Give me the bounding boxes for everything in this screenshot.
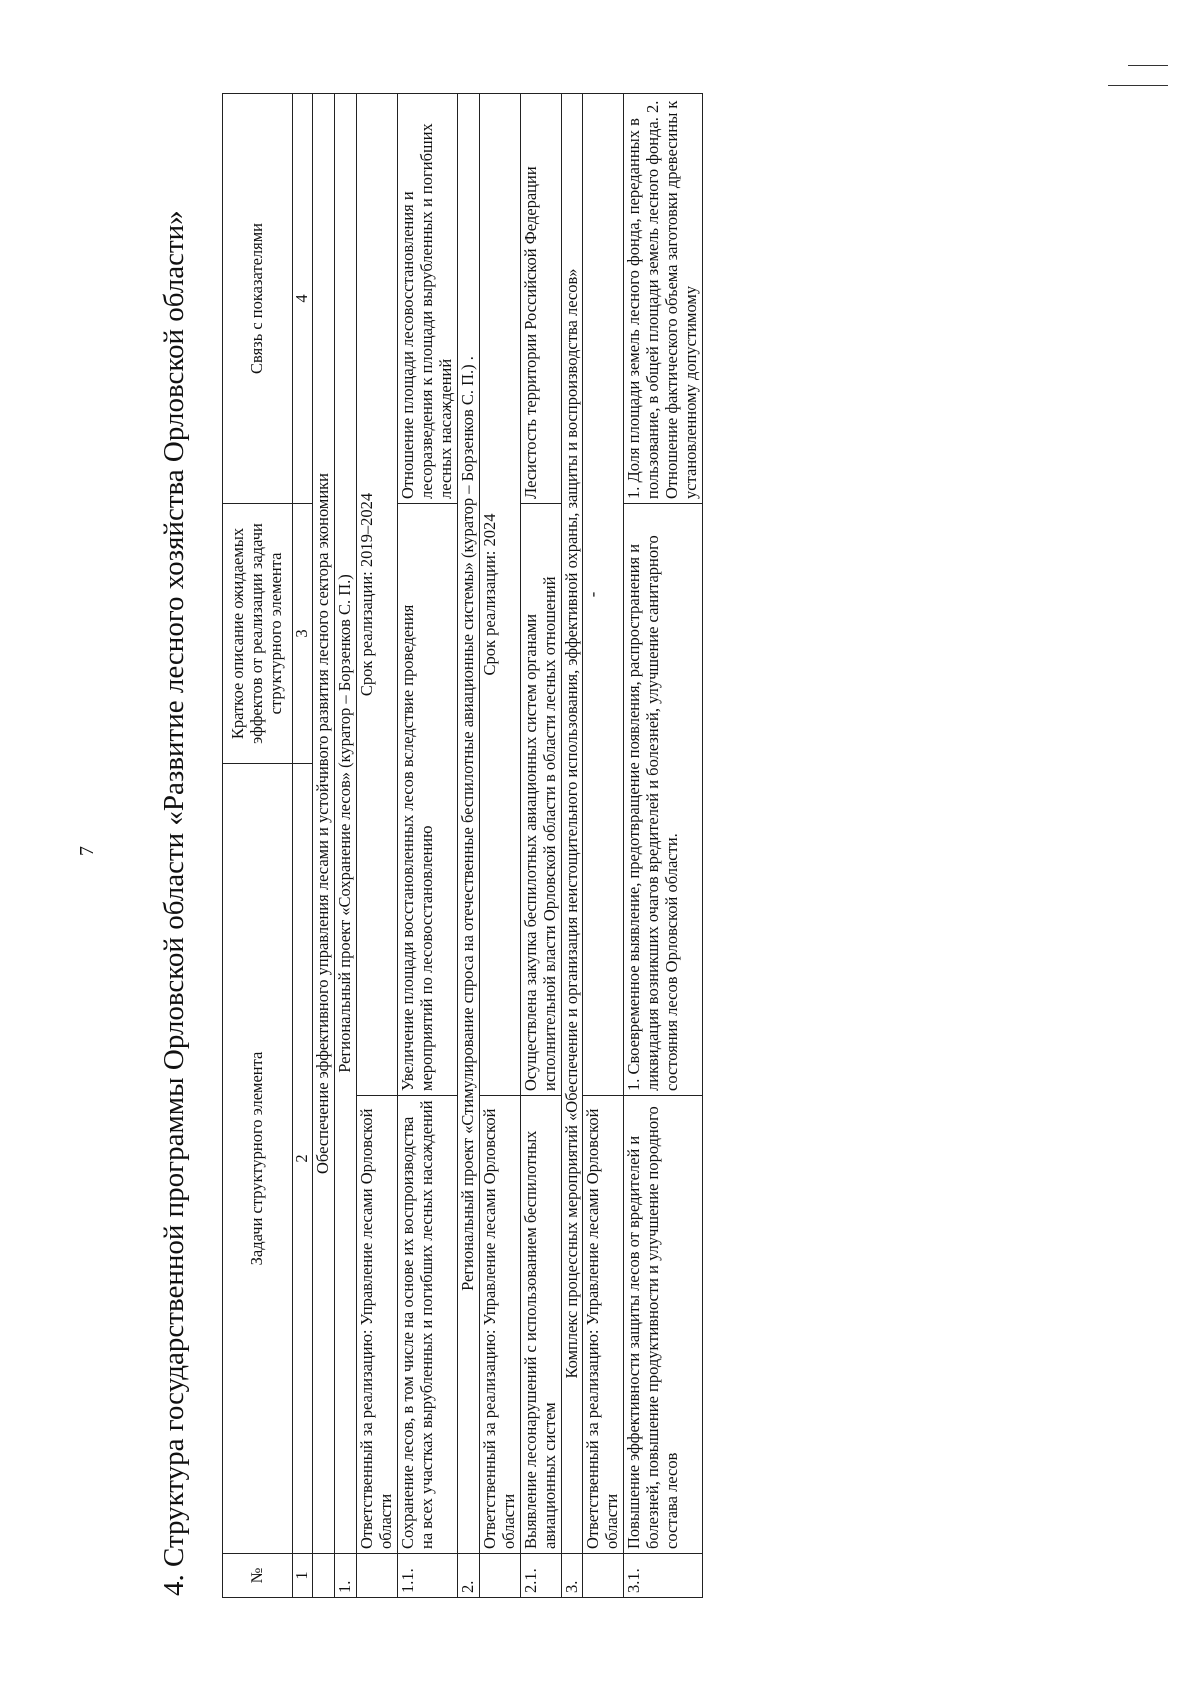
task-2-1-text: Выявление лесонарушений с использованием беспилотных авиационных систем bbox=[520, 1096, 561, 1554]
col-number-1: 1 bbox=[292, 1554, 312, 1598]
project-2-title: Региональный проект «Стимулирование спроса на отечественные беспилотные авиационные системы» (куратор – Борзенков С. П.) bbox=[457, 364, 477, 1291]
header-row bbox=[223, 93, 293, 1597]
task-3-1-effect: 1. Своевременное выявление, предотвращение появления, распространения и ликвидация возникших очагов вредителей и болезней, улучшение санитарного состояния лесов Орловской области. bbox=[624, 503, 703, 1095]
project-2-title-cell bbox=[457, 93, 479, 1553]
project-2-row bbox=[457, 93, 479, 1597]
col-number-4: 4 bbox=[292, 93, 312, 503]
project-1-num: 1. bbox=[334, 1554, 356, 1598]
project-1-title: Региональный проект «Сохранение лесов» (куратор – Борзенков С. П.) bbox=[334, 93, 356, 1553]
task-1-1-indicator: Отношение площади лесовосстановления и лесоразведения к площади вырубленных и погибших лесных насаждений bbox=[397, 93, 457, 503]
project-3-term-dash: - bbox=[583, 93, 624, 1095]
project-2-term: Срок реализации: 2024 bbox=[479, 93, 520, 1095]
task-3-1-row bbox=[624, 93, 703, 1597]
header-tasks: Задачи структурного элемента bbox=[223, 763, 293, 1553]
header-num: № bbox=[223, 1554, 293, 1598]
task-2-1-num: 2.1. bbox=[520, 1554, 561, 1598]
project-2-title-suffix: . bbox=[457, 356, 477, 361]
header-effects: Краткое описание ожидаемых эффектов от реализации задачи структурного элемента bbox=[223, 503, 293, 763]
project-3-title: Комплекс процессных мероприятий «Обеспечение и организация неистощительного использования, эффективной охраны, защиты и воспроизводства лесов» bbox=[561, 93, 583, 1553]
document-title: 4. Структура государственной программы Орловской области «Развитие лесного хозяйства Орловской области» bbox=[158, 210, 190, 1596]
section-header-row bbox=[312, 93, 334, 1597]
project-1-row bbox=[334, 93, 356, 1597]
task-2-1-effect: Осуществлена закупка беспилотных авиационных систем органами исполнительной власти Орловской области в области лесных отношений bbox=[520, 503, 561, 1095]
header-indicators: Связь с показателями bbox=[223, 93, 293, 503]
scan-edge-mark-2 bbox=[1128, 65, 1168, 66]
project-3-responsible: Ответственный за реализацию: Управление лесами Орловской области bbox=[583, 1096, 624, 1554]
project-1-term: Срок реализации: 2019–2024 bbox=[356, 93, 397, 1095]
task-2-1-indicator: Лесистость территории Российской Федерации bbox=[520, 93, 561, 503]
task-1-1-effect: Увеличение площади восстановленных лесов вследствие проведения мероприятий по лесовосстановлению bbox=[397, 503, 457, 1095]
project-2-responsible: Ответственный за реализацию: Управление лесами Орловской области bbox=[479, 1096, 520, 1554]
page-number: 7 bbox=[76, 846, 98, 856]
project-1-responsible: Ответственный за реализацию: Управление лесами Орловской области bbox=[356, 1096, 397, 1554]
project-3-responsible-row bbox=[583, 93, 624, 1597]
project-2-responsible-row bbox=[479, 93, 520, 1597]
project-2-num: 2. bbox=[457, 1554, 479, 1598]
project-3-row bbox=[561, 93, 583, 1597]
structure-table bbox=[222, 93, 703, 1598]
task-1-1-text: Сохранение лесов, в том числе на основе их воспроизводства на всех участках вырубленных и погибших лесных насаждений bbox=[397, 1096, 457, 1554]
task-2-1-row bbox=[520, 93, 561, 1597]
project-3-num: 3. bbox=[561, 1554, 583, 1598]
task-1-1-num: 1.1. bbox=[397, 1554, 457, 1598]
section-header: Обеспечение эффективного управления лесами и устойчивого развития лесного сектора экономики bbox=[312, 93, 334, 1553]
task-1-1-row bbox=[397, 93, 457, 1597]
task-3-1-num: 3.1. bbox=[624, 1554, 703, 1598]
task-3-1-text: Повышение эффективности защиты лесов от вредителей и болезней, повышение продуктивности и улучшение породного состава лесов bbox=[624, 1096, 703, 1554]
task-3-1-indicator: 1. Доля площади земель лесного фонда, переданных в пользование, в общей площади земель лесного фонда. 2. Отношение фактического объема заготовки древесины к установленному допустимому bbox=[624, 93, 703, 503]
scan-edge-mark bbox=[1108, 85, 1168, 86]
column-number-row bbox=[292, 93, 312, 1597]
project-1-responsible-row bbox=[356, 93, 397, 1597]
col-number-3: 3 bbox=[292, 503, 312, 763]
col-number-2: 2 bbox=[292, 763, 312, 1553]
